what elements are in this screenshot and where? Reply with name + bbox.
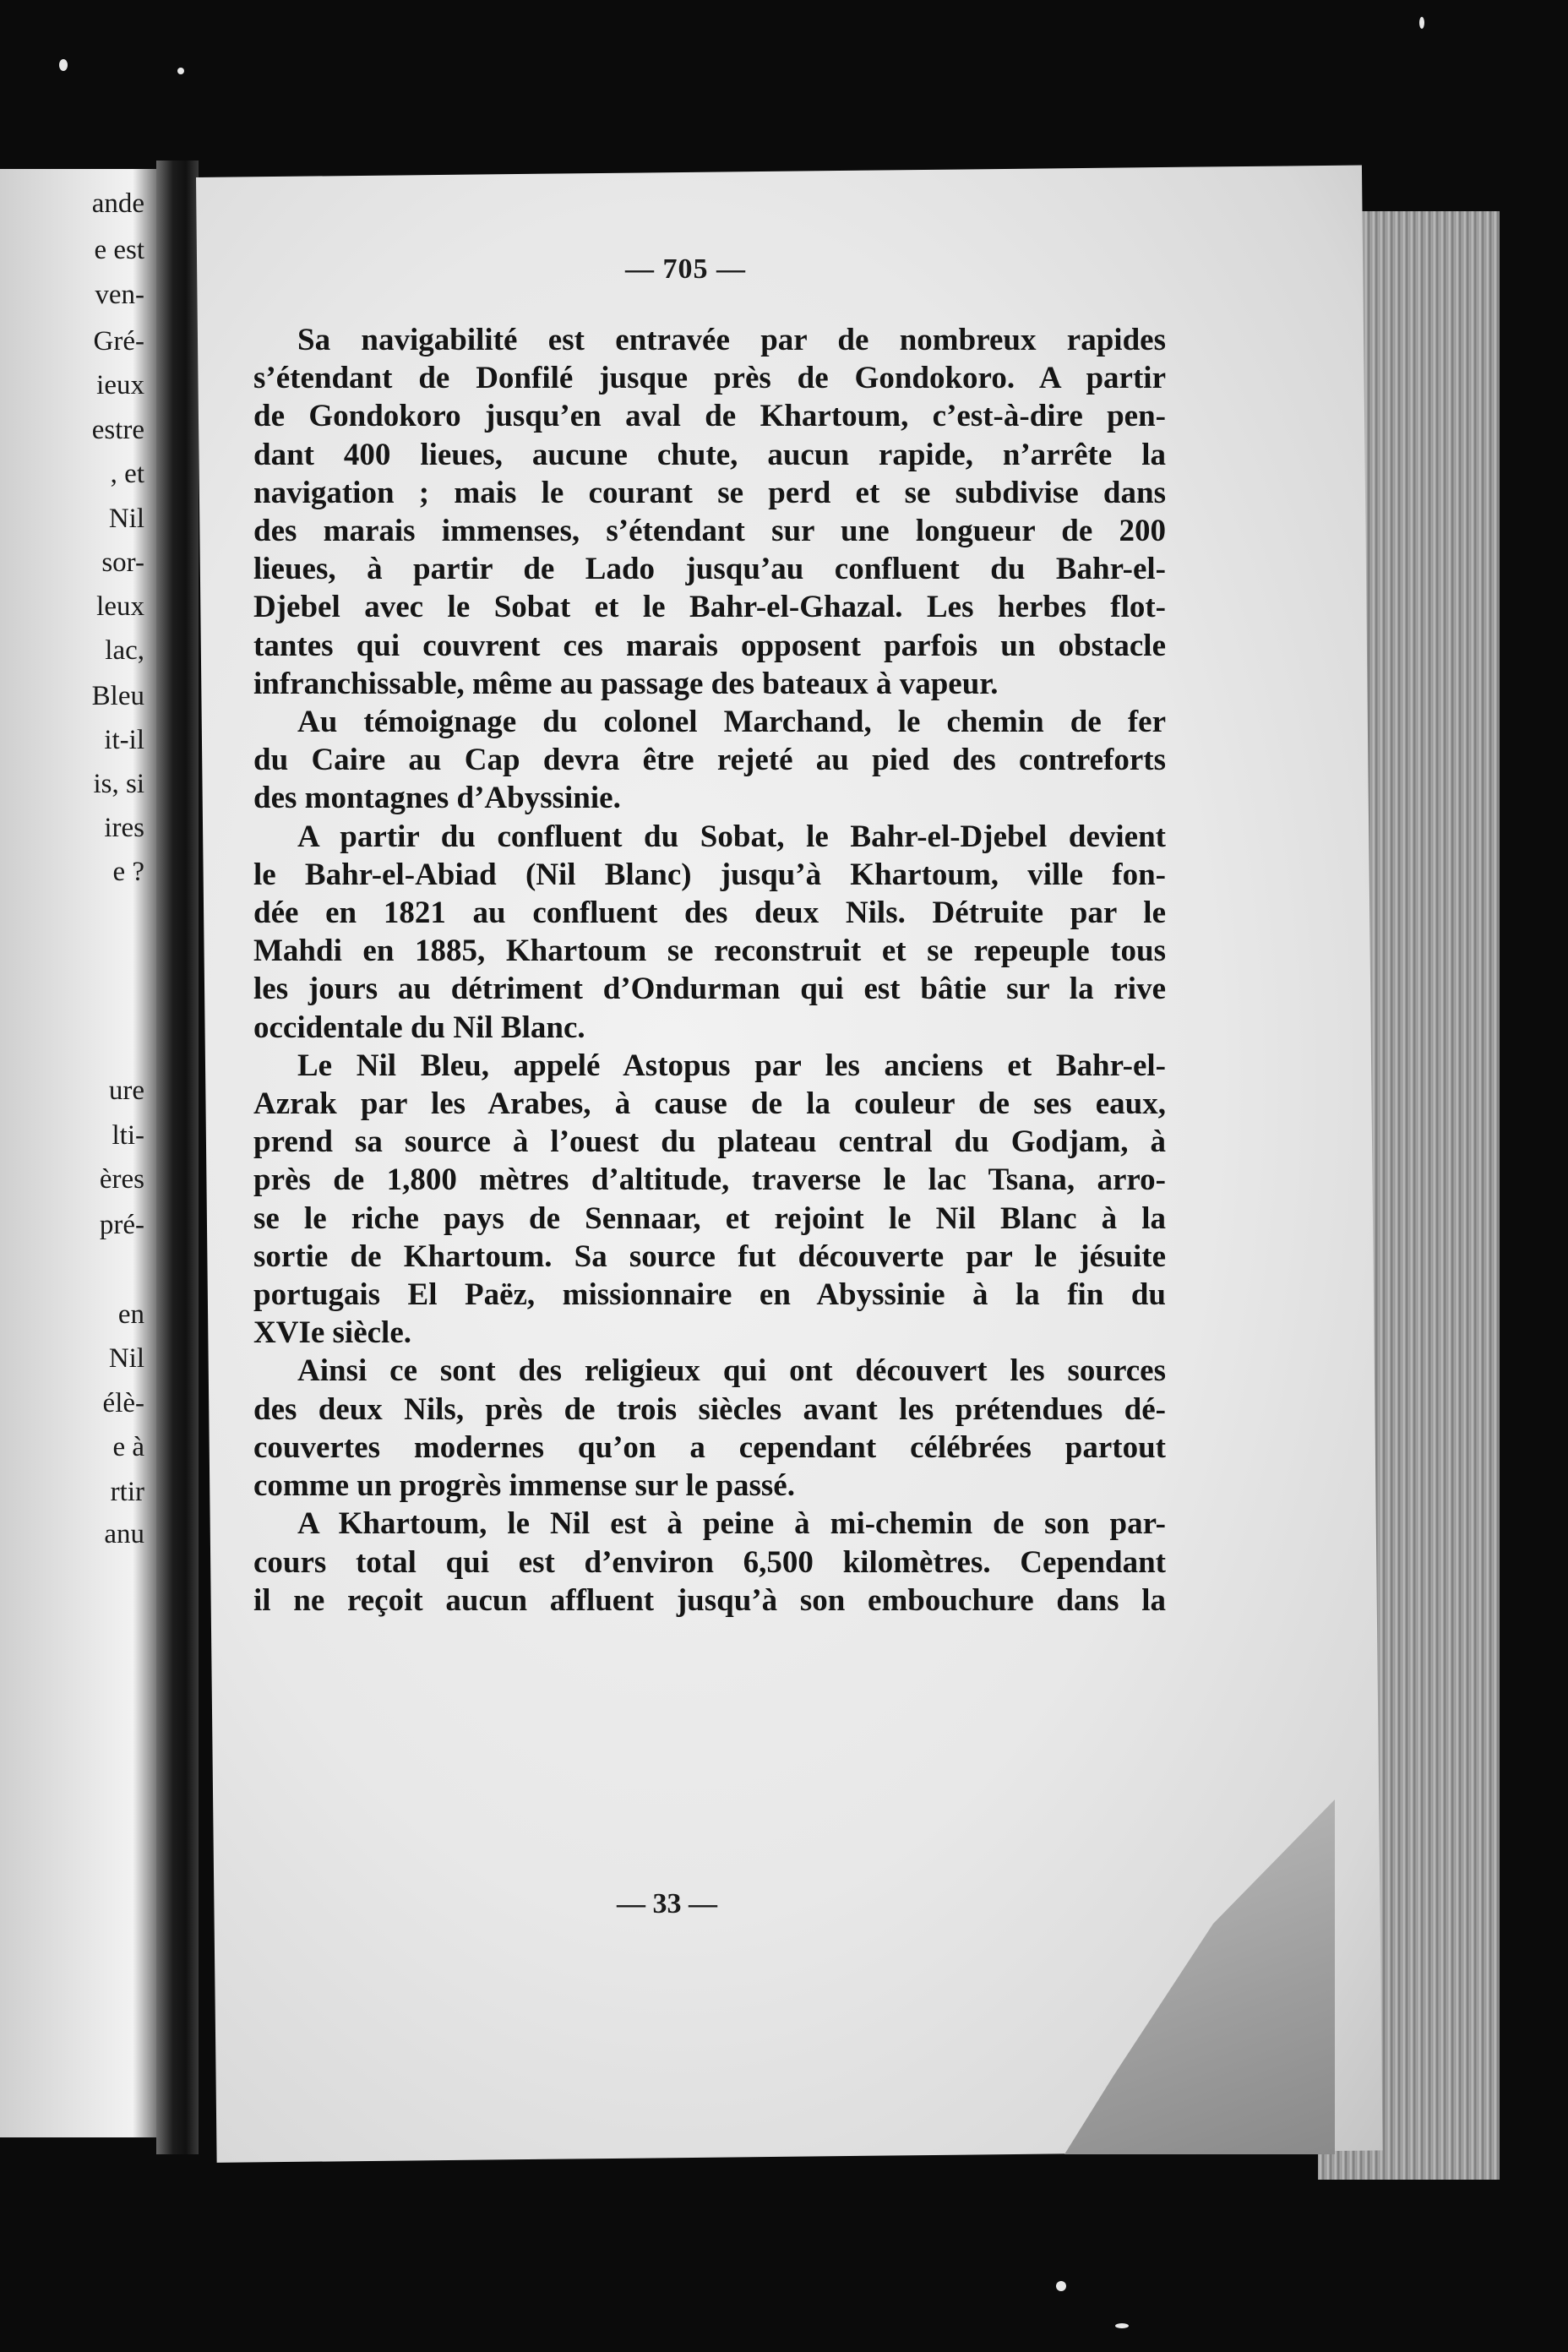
text-line: le Bahr-el-Abiad (Nil Blanc) jusqu’à Khartoum, ville fon- xyxy=(253,857,1166,892)
left-page-text-fragment: ure xyxy=(108,1075,144,1106)
left-page-text-fragment: it-il xyxy=(104,725,144,755)
dust-speck xyxy=(1115,2323,1129,2328)
text-line: s’étendant de Donfilé jusque près de Gondokoro. A partir xyxy=(253,361,1166,396)
text-line: lieues, à partir de Lado jusqu’au confluent du Bahr-el- xyxy=(253,552,1166,587)
dust-speck xyxy=(59,59,68,71)
left-page-text-fragment: en xyxy=(117,1299,144,1330)
left-page-text-fragment: Nil xyxy=(108,1343,144,1374)
text-line: Le Nil Bleu, appelé Astopus par les anciens et Bahr-el- xyxy=(297,1048,1166,1083)
text-line: XVIe siècle. xyxy=(253,1315,411,1351)
signature-mark: — 33 — xyxy=(617,1888,717,1919)
left-page-text-fragment: Nil xyxy=(108,504,144,534)
text-line: prend sa source à l’ouest du plateau central du Godjam, à xyxy=(253,1124,1166,1160)
text-line: couvertes modernes qu’on a cependant célébrées partout xyxy=(253,1429,1166,1465)
text-line: Mahdi en 1885, Khartoum se reconstruit et se repeuple tous xyxy=(253,934,1166,969)
left-page-text-fragment: estre xyxy=(91,415,144,445)
text-line: près de 1,800 mètres d’altitude, traverse le lac Tsana, arro- xyxy=(253,1162,1166,1198)
left-page-text-fragment: anu xyxy=(104,1519,144,1549)
left-page-text-fragment: élè- xyxy=(102,1388,144,1418)
text-line: les jours au détriment d’Ondurman qui est bâtie sur la rive xyxy=(253,972,1166,1007)
left-page-text-fragment: is, si xyxy=(93,769,144,799)
left-page-text-fragment: Gré- xyxy=(93,326,144,357)
left-page-text-fragment: rtir xyxy=(110,1477,144,1507)
left-page-edge xyxy=(0,169,156,2137)
text-line: du Caire au Cap devra être rejeté au pied des contreforts xyxy=(253,743,1166,778)
left-page-text-fragment: leux xyxy=(96,591,144,622)
text-line: des montagnes d’Abyssinie. xyxy=(253,781,621,816)
left-page-text-fragment: ires xyxy=(104,813,144,843)
left-page-text-fragment: ères xyxy=(99,1164,144,1195)
left-page-text-fragment: sor- xyxy=(101,547,144,578)
text-line: infranchissable, même au passage des bateaux à vapeur. xyxy=(253,666,999,701)
text-line: occidentale du Nil Blanc. xyxy=(253,1010,585,1045)
text-line: des marais immenses, s’étendant sur une longueur de 200 xyxy=(253,514,1166,549)
page-number: — 705 — xyxy=(625,253,746,285)
text-line: se le riche pays de Sennaar, et rejoint le Nil Blanc à la xyxy=(253,1200,1166,1236)
left-page-text-fragment: e à xyxy=(112,1432,144,1462)
text-line: Djebel avec le Sobat et le Bahr-el-Ghazal. Les herbes flot- xyxy=(253,590,1166,625)
text-line: cours total qui est d’environ 6,500 kilomètres. Cependant xyxy=(253,1544,1166,1580)
text-line: Ainsi ce sont des religieux qui ont découvert les sources xyxy=(297,1353,1166,1389)
left-page-text-fragment: ieux xyxy=(96,370,144,400)
text-line: il ne reçoit aucun affluent jusqu’à son embouchure dans la xyxy=(253,1582,1166,1618)
text-line: des deux Nils, près de trois siècles avant les prétendues dé- xyxy=(253,1391,1166,1427)
left-page-text-fragment: , et xyxy=(110,459,144,489)
left-page-text-fragment: ande xyxy=(91,188,144,219)
text-line: dant 400 lieues, aucune chute, aucun rapide, n’arrête la xyxy=(253,437,1166,472)
dust-speck xyxy=(1056,2281,1066,2291)
left-page-text-fragment: ven- xyxy=(95,280,144,310)
text-line: dée en 1821 au confluent des deux Nils. Détruite par le xyxy=(253,896,1166,931)
text-line: Azrak par les Arabes, à cause de la couleur de ses eaux, xyxy=(253,1086,1166,1122)
text-line: comme un progrès immense sur le passé. xyxy=(253,1468,795,1504)
text-line: sortie de Khartoum. Sa source fut découverte par le jésuite xyxy=(253,1239,1166,1274)
text-line: de Gondokoro jusqu’en aval de Khartoum, c’est-à-dire pen- xyxy=(253,399,1166,434)
text-line: A Khartoum, le Nil est à peine à mi-chemin de son par- xyxy=(297,1506,1166,1542)
left-page-text-fragment: pré- xyxy=(99,1210,144,1240)
text-line: tantes qui couvrent ces marais opposent parfois un obstacle xyxy=(253,628,1166,663)
book-gutter xyxy=(156,161,199,2154)
left-page-text-fragment: lac, xyxy=(105,635,144,666)
left-page-text-fragment: e est xyxy=(94,235,144,265)
dust-speck xyxy=(1419,17,1424,29)
dust-speck xyxy=(177,68,184,74)
text-line: Au témoignage du colonel Marchand, le chemin de fer xyxy=(297,705,1166,740)
text-line: navigation ; mais le courant se perd et se subdivise dans xyxy=(253,475,1166,510)
body-text xyxy=(253,321,1166,1620)
text-line: Sa navigabilité est entravée par de nombreux rapides xyxy=(297,323,1166,357)
left-page-text-fragment: e ? xyxy=(112,857,144,887)
text-line: A partir du confluent du Sobat, le Bahr-el-Djebel devient xyxy=(297,819,1166,854)
left-page-text-fragment: Bleu xyxy=(91,681,144,711)
text-line: portugais El Paëz, missionnaire en Abyssinie à la fin du xyxy=(253,1277,1166,1313)
left-page-text-fragment: lti- xyxy=(112,1120,144,1151)
